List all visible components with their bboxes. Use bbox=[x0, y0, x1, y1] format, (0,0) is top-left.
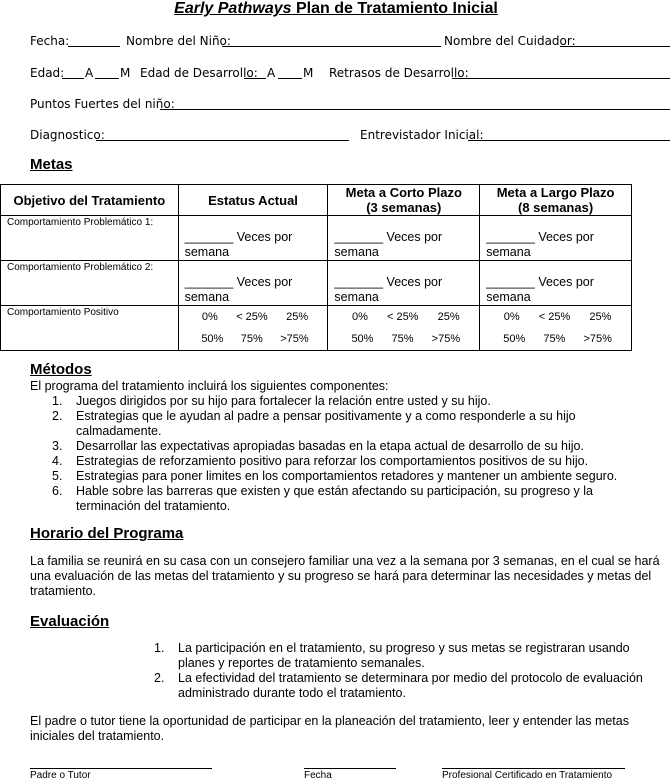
list-item: 2. La efectividad del tratamiento se determinara por medio del protocolo de evaluación administrado durante todo el tratamiento. bbox=[154, 671, 643, 700]
evaluacion-closing: El padre o tutor tiene la oportunidad de participar en la planeación del tratamiento, leer y entender las metas iniciales del tratamiento. bbox=[30, 714, 629, 743]
edad-anos-field[interactable] bbox=[62, 66, 84, 79]
edad-label: Edad: bbox=[30, 66, 65, 80]
evaluacion-heading: Evaluación bbox=[30, 613, 110, 630]
edad-desarrollo-meses-field[interactable] bbox=[278, 66, 302, 79]
evaluacion-list bbox=[154, 641, 654, 701]
percent-options-cell[interactable]: 0% < 25% 25% 50% 75% >75% bbox=[178, 306, 328, 351]
padre-signature-line[interactable] bbox=[30, 768, 212, 769]
fecha-label: Fecha: bbox=[30, 34, 70, 48]
list-item: 2. Estrategias que le ayudan al padre a pensar positivamente y a como responderle a su hijo calmadamente. bbox=[52, 409, 576, 438]
veces-cell[interactable]: _______ Veces por semana bbox=[178, 216, 328, 261]
metas-table bbox=[0, 184, 632, 351]
list-item: 1. Juegos dirigidos por su hijo para fortalecer la relación entre usted y su hijo. bbox=[52, 394, 491, 408]
table-row bbox=[1, 261, 632, 306]
nombre-nino-field[interactable] bbox=[222, 34, 441, 47]
entrevistador-field[interactable] bbox=[468, 128, 670, 141]
veces-cell[interactable]: _______ Veces por semana bbox=[480, 261, 632, 306]
nombre-cuidador-label: Nombre del Cuidador: bbox=[444, 34, 576, 48]
retrasos-label: Retrasos de Desarrollo: bbox=[329, 66, 469, 80]
header-estatus: Estatus Actual bbox=[178, 185, 328, 216]
fecha-signature-label: Fecha bbox=[304, 770, 332, 781]
percent-options-cell[interactable]: 0% < 25% 25% 50% 75% >75% bbox=[328, 306, 480, 351]
row-label-positivo: Comportamiento Positivo bbox=[1, 306, 179, 351]
retrasos-field[interactable] bbox=[452, 66, 670, 79]
puntos-fuertes-label: Puntos Fuertes del niño: bbox=[30, 97, 175, 111]
row-label-problematico-1: Comportamiento Problemático 1: bbox=[1, 216, 179, 261]
list-item: 4. Estrategias de reforzamiento positivo para reforzar los comportamientos positivos de su hijo. bbox=[52, 454, 589, 468]
nombre-cuidador-field[interactable] bbox=[560, 34, 670, 47]
edad-meses-field[interactable] bbox=[95, 66, 119, 79]
table-row bbox=[1, 306, 632, 351]
profesional-signature-line[interactable] bbox=[442, 768, 625, 769]
veces-cell[interactable]: _______ Veces por semana bbox=[328, 261, 480, 306]
page-title: Early Pathways Plan de Tratamiento Inicial bbox=[174, 0, 498, 17]
list-item: 3. Desarrollar las expectativas apropiadas basadas en la etapa actual de desarrollo de su hijo. bbox=[52, 439, 584, 453]
edad-desarrollo-anos-field[interactable] bbox=[244, 66, 266, 79]
puntos-fuertes-field[interactable] bbox=[160, 97, 670, 110]
metas-heading: Metas bbox=[30, 156, 73, 173]
padre-signature-label: Padre o Tutor bbox=[30, 770, 91, 781]
list-item: 6. Hable sobre las barreras que existen y que están afectando su participación, su progreso y la terminación del tratamiento. bbox=[52, 484, 593, 513]
percent-options-cell[interactable]: 0% < 25% 25% 50% 75% >75% bbox=[480, 306, 632, 351]
list-item: 1. La participación en el tratamiento, su progreso y sus metas se registraran usando planes y reportes de tratamiento semanales. bbox=[154, 641, 630, 670]
metodos-heading: Métodos bbox=[30, 361, 92, 378]
diagnostico-label: Diagnostico: bbox=[30, 128, 105, 142]
entrevistador-label: Entrevistador Inicial: bbox=[360, 128, 484, 142]
profesional-signature-label: Profesional Certificado en Tratamiento bbox=[442, 770, 613, 781]
header-corto-plazo: Meta a Corto Plazo (3 semanas) bbox=[328, 185, 480, 216]
fecha-signature-line[interactable] bbox=[304, 768, 396, 769]
list-item: 5. Estrategias para poner limites en los comportamientos retadores y mantener un ambiente seguro. bbox=[52, 469, 618, 483]
edad-desarrollo-m-label: M bbox=[303, 66, 314, 80]
header-objetivo: Objetivo del Tratamiento bbox=[1, 185, 179, 216]
diagnostico-field[interactable] bbox=[96, 128, 349, 141]
metodos-intro: El programa del tratamiento incluirá los siguientes componentes: bbox=[30, 379, 389, 393]
edad-m-label: M bbox=[120, 66, 131, 80]
veces-cell[interactable]: _______ Veces por semana bbox=[328, 216, 480, 261]
edad-a-label: A bbox=[85, 66, 94, 80]
edad-desarrollo-label: Edad de Desarrollo: bbox=[140, 66, 258, 80]
veces-cell[interactable]: _______ Veces por semana bbox=[178, 261, 328, 306]
header-largo-plazo: Meta a Largo Plazo (8 semanas) bbox=[480, 185, 632, 216]
edad-desarrollo-a-label: A bbox=[267, 66, 276, 80]
fecha-field[interactable] bbox=[68, 34, 120, 47]
metodos-list bbox=[52, 394, 642, 514]
table-row bbox=[1, 216, 632, 261]
row-label-problematico-2: Comportamiento Problemático 2: bbox=[1, 261, 179, 306]
veces-cell[interactable]: _______ Veces por semana bbox=[480, 216, 632, 261]
nombre-nino-label: Nombre del Niño: bbox=[126, 34, 231, 48]
horario-heading: Horario del Programa bbox=[30, 525, 184, 542]
table-header-row bbox=[1, 185, 632, 216]
horario-text: La familia se reunirá en su casa con un consejero familiar una vez a la semana por 3 semanas, en el cual se hará una evaluación de las metas del tratamiento y su progreso se hará para determinar las necesidades y metas del tratamiento. bbox=[30, 554, 660, 598]
